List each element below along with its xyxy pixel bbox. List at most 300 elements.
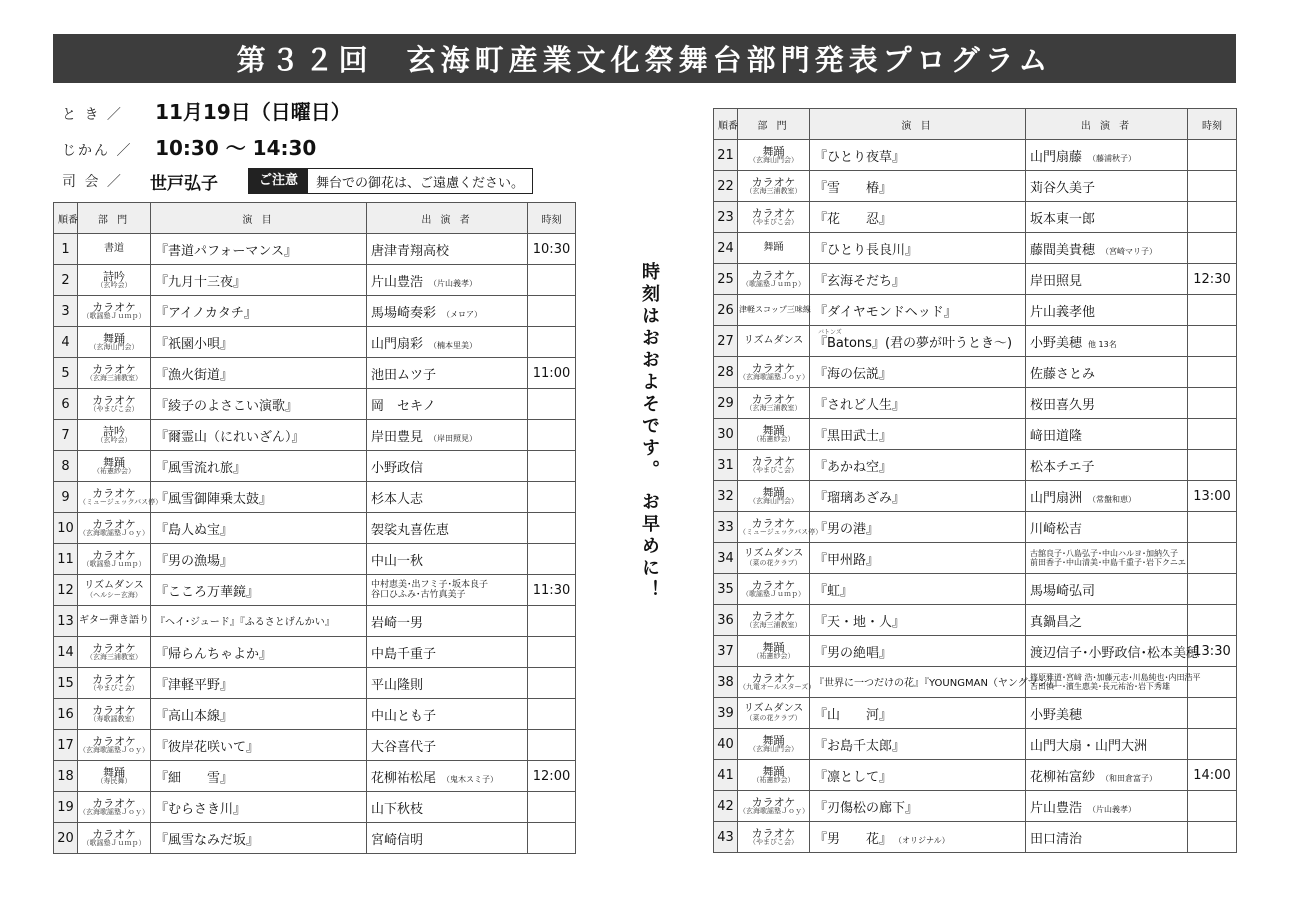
category-name: カラオケ — [92, 827, 136, 841]
category-cell — [738, 667, 816, 698]
category-group: （玄海歌謡塾Ｊｏｙ） — [79, 808, 149, 817]
performer-cell — [1026, 171, 1188, 202]
table-row — [54, 606, 576, 637]
col-cat-header: 部 門 — [738, 109, 810, 140]
table-row — [714, 481, 1237, 512]
category-group: （寿民舞） — [96, 777, 132, 786]
category-cell — [78, 823, 151, 854]
category-group: （祐憲紗会） — [752, 652, 795, 661]
row-number: 18 — [54, 761, 78, 792]
time-cell — [1188, 326, 1237, 357]
performer-note: （片山義孝） — [429, 278, 478, 288]
performer-cell — [1026, 233, 1188, 264]
title-text: 『風雪御陣乗太鼓』 — [155, 491, 273, 507]
title-cell — [151, 389, 367, 420]
performer-cell — [367, 420, 528, 451]
category-group: （やまびこ会） — [89, 684, 139, 693]
title-text: 『アイノカタチ』 — [155, 305, 257, 321]
table-row — [714, 295, 1237, 326]
category-cell — [78, 668, 151, 699]
category-cell — [738, 450, 810, 481]
title-cell — [810, 822, 1026, 853]
category-cell — [78, 358, 151, 389]
performer-cell — [1026, 729, 1188, 760]
table-header-row — [54, 203, 576, 234]
category-cell — [738, 202, 810, 233]
row-number: 26 — [714, 295, 738, 326]
category-group: （玄吟会） — [96, 281, 132, 290]
performer-name: 片山豊浩 — [1030, 800, 1083, 816]
performer-name: 小野美穂 — [1030, 335, 1083, 351]
performer-line-1: 古舘良子･八島弘子･中山ハルヨ･加納久子 — [1030, 548, 1178, 558]
performer-name: 山門大扇・山門大洲 — [1030, 738, 1148, 754]
row-number: 10 — [54, 513, 78, 544]
title-text: 『瑠璃あざみ』 — [814, 490, 906, 506]
row-number: 42 — [714, 791, 738, 822]
performer-cell — [367, 823, 528, 854]
time-cell — [1188, 605, 1237, 636]
title-text: 『Batons』(君の夢が叶うとき～) — [814, 335, 1013, 351]
row-number: 37 — [714, 636, 738, 667]
table-row — [54, 668, 576, 699]
title-text: 『天・地・人』 — [814, 614, 906, 630]
category-name: カラオケ — [751, 206, 796, 220]
program-table-right — [713, 108, 1237, 853]
performer-cell — [1026, 264, 1188, 295]
category-name: カラオケ — [92, 641, 136, 655]
category-group: （歌謡塾Ｊｕｍｐ） — [82, 560, 146, 569]
title-text: 『ひとり夜草』 — [814, 149, 906, 165]
performer-name: 大谷喜代子 — [371, 739, 437, 755]
row-number: 31 — [714, 450, 738, 481]
performer-note: （常盤和恵） — [1088, 494, 1137, 504]
performer-cell — [367, 234, 528, 265]
category-name: カラオケ — [92, 796, 136, 810]
category-group: （寿歌謡教室） — [89, 715, 139, 724]
row-number: 8 — [54, 451, 78, 482]
category-name: カラオケ — [92, 703, 136, 717]
mc-label: 司 会 ／ — [62, 174, 123, 190]
row-number: 3 — [54, 296, 78, 327]
title-text: 『山 河』 — [814, 707, 893, 723]
table-row — [54, 234, 576, 265]
time-cell — [1188, 512, 1237, 543]
performer-name: 小野政信 — [371, 460, 424, 476]
table-row — [714, 388, 1237, 419]
category-name: カラオケ — [751, 268, 796, 282]
title-text: 『むらさき川』 — [155, 801, 247, 817]
category-cell — [738, 140, 810, 171]
category-name: ギター弾き語り — [79, 614, 149, 626]
date-value: 11月19日（日曜日） — [155, 100, 351, 124]
category-cell — [738, 636, 810, 667]
performer-name: 片山豊浩 — [371, 274, 424, 290]
category-cell — [78, 544, 151, 575]
time-cell — [1188, 202, 1237, 233]
title-cell — [810, 760, 1026, 791]
performer-cell — [1026, 791, 1188, 822]
title-cell — [810, 698, 1026, 729]
category-name: 舞踊 — [762, 423, 785, 437]
category-group: （玄海山門会） — [749, 497, 798, 506]
category-cell — [738, 729, 810, 760]
performer-name: 山門扇藤 — [1030, 149, 1083, 165]
table-row — [714, 667, 1237, 698]
performer-cell — [1026, 450, 1188, 481]
category-name: カラオケ — [92, 300, 136, 314]
table-row — [54, 544, 576, 575]
performer-name: 片山義孝他 — [1030, 304, 1096, 320]
performer-line-1: 篠原雅道･宮﨑 浩･加藤元志･川島純也･内田浩平 — [1030, 672, 1201, 682]
category-cell — [738, 512, 823, 543]
row-number: 1 — [54, 234, 78, 265]
title-text: 『虹』 — [814, 583, 854, 599]
category-name: カラオケ — [92, 517, 136, 531]
table-row — [714, 729, 1237, 760]
performer-cell — [1026, 698, 1188, 729]
category-name: カラオケ — [751, 795, 796, 809]
performer-name: 宮崎信明 — [371, 832, 424, 848]
table-header-row — [714, 109, 1237, 140]
performer-cell — [367, 637, 528, 668]
category-cell — [78, 296, 151, 327]
category-cell — [78, 730, 151, 761]
category-cell — [738, 295, 810, 326]
category-group: （歌謡塾Ｊｕｍｐ） — [82, 312, 146, 321]
category-cell — [738, 822, 810, 853]
row-number: 13 — [54, 606, 78, 637]
title-ruby: バトンズ — [818, 328, 842, 336]
col-cat-header: 部 門 — [78, 203, 151, 234]
title-cell — [810, 419, 1026, 450]
category-cell — [78, 699, 151, 730]
title-text: 『島人ぬ宝』 — [155, 522, 234, 538]
category-group: （菜の花クラブ） — [745, 558, 802, 567]
program-title: 第３２回 玄海町産業文化祭舞台部門発表プログラム — [236, 43, 1053, 77]
category-cell — [78, 265, 151, 296]
performer-cell — [367, 699, 528, 730]
category-group: （歌謡塾Ｊｕｍｐ） — [742, 280, 805, 289]
row-number: 41 — [714, 760, 738, 791]
col-perf-header: 出 演 者 — [1026, 109, 1188, 140]
performer-cell — [1026, 295, 1188, 326]
row-number: 15 — [54, 668, 78, 699]
col-time-header: 時刻 — [1188, 109, 1237, 140]
performer-cell — [367, 451, 528, 482]
performer-name: 小野美穂 — [1030, 707, 1083, 723]
table-row — [714, 419, 1237, 450]
title-cell — [810, 357, 1026, 388]
performer-line-2: 吉田慎一･濱生惠美･長元祐治･岩下秀雄 — [1030, 682, 1170, 691]
mc-row — [62, 168, 533, 194]
time-cell — [528, 327, 576, 358]
time-cell — [528, 451, 576, 482]
mc-value: 世戸弘子 — [150, 173, 218, 194]
performer-cell — [1026, 760, 1188, 791]
performer-name: 苅谷久美子 — [1030, 180, 1096, 196]
category-group: （玄吟会） — [96, 436, 132, 445]
title-text: 『あかね空』 — [814, 459, 893, 475]
program-table-left — [53, 202, 576, 854]
category-name: リズムダンス — [743, 334, 804, 346]
table-row — [54, 327, 576, 358]
title-ruby-wrap — [814, 328, 1013, 351]
time-cell — [528, 606, 576, 637]
performer-name: 花柳祐松尾 — [371, 770, 437, 786]
category-name: カラオケ — [92, 672, 136, 686]
category-group: （やまびこ会） — [749, 838, 798, 847]
row-number: 7 — [54, 420, 78, 451]
title-text: 『祇園小唄』 — [155, 336, 234, 352]
category-name: リズムダンス — [84, 580, 144, 592]
time-cell — [528, 265, 576, 296]
performer-cell — [367, 544, 528, 575]
table-row — [714, 760, 1237, 791]
table-row — [714, 574, 1237, 605]
title-text: 『男の絶唱』 — [814, 645, 893, 661]
time-cell — [1188, 450, 1237, 481]
table-row — [714, 202, 1237, 233]
category-group: （歌謡塾Ｊｕｍｐ） — [742, 590, 805, 599]
time-cell — [1188, 729, 1237, 760]
category-name: 舞踊 — [762, 144, 785, 158]
performer-name: 岡 セキノ — [371, 398, 436, 414]
performer-cell — [1026, 636, 1200, 667]
table-row — [54, 761, 576, 792]
col-perf-header: 出 演 者 — [367, 203, 528, 234]
performer-name: 坂本東一郎 — [1030, 211, 1096, 227]
category-cell — [78, 451, 151, 482]
table-row — [714, 822, 1237, 853]
category-cell — [738, 791, 810, 822]
title-cell — [151, 730, 367, 761]
row-number: 39 — [714, 698, 738, 729]
title-note: （オリジナル） — [898, 835, 950, 845]
title-cell — [151, 544, 367, 575]
time-cell — [1188, 574, 1237, 605]
title-text: 『黒田武士』 — [814, 428, 893, 444]
category-name: 書道 — [104, 242, 124, 254]
category-name: 舞踊 — [103, 331, 125, 345]
category-cell — [78, 420, 151, 451]
performer-cell — [367, 668, 528, 699]
category-group: （玄海山門会） — [749, 745, 798, 754]
col-no-header: 順番 — [714, 109, 738, 140]
title-text: 『男の港』 — [814, 521, 880, 537]
performer-name: 岸田照見 — [1030, 273, 1083, 289]
category-group: （ミュージュックバス停） — [739, 528, 823, 537]
title-cell — [151, 451, 367, 482]
col-title-header: 演 目 — [151, 203, 367, 234]
performer-cell — [1026, 481, 1188, 512]
category-name: 舞踊 — [763, 241, 784, 253]
performer-cell — [1026, 326, 1188, 357]
performer-cell — [367, 606, 528, 637]
table-row — [714, 326, 1237, 357]
table-row — [54, 451, 576, 482]
performer-name: 田口清治 — [1030, 831, 1083, 847]
performer-name: 杉本人志 — [371, 491, 424, 507]
title-cell — [810, 667, 1063, 698]
performer-note: （片山義孝） — [1088, 804, 1137, 814]
title-text: 『高山本線』 — [155, 708, 234, 724]
performer-cell — [1026, 202, 1188, 233]
title-text: 『海の伝説』 — [814, 366, 893, 382]
performer-cell — [367, 327, 528, 358]
category-cell — [78, 389, 151, 420]
time-cell: 12:00 — [528, 761, 576, 792]
table-row — [714, 450, 1237, 481]
performer-cell — [367, 358, 528, 389]
title-cell — [151, 482, 367, 513]
category-name: 舞踊 — [762, 485, 785, 499]
category-name: カラオケ — [751, 578, 796, 592]
title-cell — [151, 792, 367, 823]
row-number: 29 — [714, 388, 738, 419]
category-group: （玄海三浦教室） — [86, 653, 142, 662]
notice-box — [248, 168, 533, 194]
title-cell — [810, 729, 1026, 760]
time-cell — [1188, 140, 1237, 171]
title-text: 『書道パフォーマンス』 — [155, 243, 297, 259]
table-row — [54, 265, 576, 296]
category-group: （やまびこ会） — [89, 405, 139, 414]
notice-text: 舞台での御花は、ご遠慮ください。 — [316, 175, 525, 191]
category-cell — [78, 761, 151, 792]
title-text: 『九月十三夜』 — [155, 274, 247, 290]
performer-cell — [1026, 822, 1188, 853]
title-cell — [151, 234, 367, 265]
title-cell — [151, 296, 367, 327]
category-group: （玄海歌謡塾Ｊｏｙ） — [79, 746, 149, 755]
row-number: 30 — [714, 419, 738, 450]
time-cell — [1188, 822, 1237, 853]
performer-name: 松本チエ子 — [1030, 459, 1095, 475]
performer-cell — [367, 792, 528, 823]
category-name: カラオケ — [751, 454, 796, 468]
performer-name: 中島千重子 — [371, 646, 437, 662]
title-text: 『ひとり長良川』 — [814, 242, 919, 258]
category-group: （やまびこ会） — [749, 466, 798, 475]
row-number: 12 — [54, 575, 78, 606]
category-group: （歌謡塾Ｊｕｍｐ） — [82, 839, 146, 848]
category-name: 舞踊 — [762, 640, 785, 654]
category-cell — [738, 605, 810, 636]
performer-name: 藤間美貴穂 — [1030, 242, 1096, 258]
performer-name: 渡辺信子･小野政信･松本美穂 — [1030, 645, 1200, 661]
performer-line-2: 谷口ひふみ･古竹真美子 — [371, 590, 466, 600]
title-text: 『玄海そだち』 — [814, 273, 906, 289]
row-number: 38 — [714, 667, 738, 698]
performer-cell — [1026, 419, 1188, 450]
time-cell — [1188, 171, 1237, 202]
category-cell — [738, 171, 810, 202]
title-text: 『こころ万華鏡』 — [155, 584, 260, 600]
performer-line-1: 中村恵美･出フミ子･坂本良子 — [371, 579, 489, 590]
row-number: 22 — [714, 171, 738, 202]
date-row — [62, 96, 351, 125]
title-cell — [810, 295, 1026, 326]
title-text: 『凛として』 — [814, 769, 893, 785]
performer-name: 馬場崎弘司 — [1030, 583, 1096, 599]
title-cell — [151, 513, 367, 544]
time-cell — [1188, 357, 1237, 388]
performer-cell — [367, 575, 528, 606]
performer-cell — [1026, 574, 1188, 605]
category-cell — [78, 606, 151, 637]
category-name: カラオケ — [92, 734, 136, 748]
time-cell — [1188, 543, 1237, 574]
category-cell — [78, 327, 151, 358]
category-name: 舞踊 — [762, 764, 785, 778]
table-row — [54, 482, 576, 513]
row-number: 20 — [54, 823, 78, 854]
table-row — [714, 636, 1237, 667]
row-number: 9 — [54, 482, 78, 513]
category-name: リズムダンス — [743, 703, 804, 715]
performer-name: 花柳祐富紗 — [1030, 769, 1096, 785]
title-cell — [810, 512, 1026, 543]
performer-name: 山下秋枝 — [371, 801, 424, 817]
title-text: 『甲州路』 — [814, 552, 880, 568]
performer-name: 中山とも子 — [371, 708, 437, 724]
performer-cell — [1026, 512, 1188, 543]
performer-cell — [1026, 543, 1188, 574]
category-name: カラオケ — [751, 609, 796, 623]
time-cell — [1188, 791, 1237, 822]
time-cell — [528, 389, 576, 420]
title-text: 『風雪流れ旅』 — [155, 460, 247, 476]
performer-note: （楠本里美） — [429, 340, 478, 350]
category-name: カラオケ — [92, 393, 136, 407]
performer-name: 山門扇彩 — [371, 336, 424, 352]
category-group: （菜の花クラブ） — [745, 713, 802, 722]
row-number: 6 — [54, 389, 78, 420]
title-text: 『されど人生』 — [814, 397, 906, 413]
time-cell: 14:00 — [1188, 760, 1237, 791]
row-number: 17 — [54, 730, 78, 761]
title-text: 『男 花』 — [814, 831, 893, 847]
category-cell — [738, 760, 810, 791]
category-group: （玄海三浦教室） — [745, 187, 802, 196]
table-row — [54, 389, 576, 420]
performer-cell — [367, 730, 528, 761]
col-no-header: 順番 — [54, 203, 78, 234]
title-cell — [151, 327, 367, 358]
table-row — [714, 512, 1237, 543]
table-row — [714, 605, 1237, 636]
performer-note: （藤浦秋子） — [1088, 153, 1137, 163]
table-row — [54, 730, 576, 761]
title-cell — [151, 761, 367, 792]
category-name: カラオケ — [751, 516, 796, 530]
category-name: 詩吟 — [103, 424, 125, 438]
category-group: （祐憲紗会） — [93, 467, 135, 476]
category-name: カラオケ — [92, 486, 136, 500]
time-cell — [528, 544, 576, 575]
performer-name: 唐津青翔高校 — [371, 243, 450, 259]
title-text: 『細 雪』 — [155, 770, 234, 786]
table-row — [54, 792, 576, 823]
time-cell — [528, 482, 576, 513]
category-group: （玄海三浦教室） — [745, 404, 802, 413]
title-cell — [810, 140, 1026, 171]
time-cell — [1188, 419, 1237, 450]
title-cell — [810, 233, 1026, 264]
time-cell — [1188, 388, 1237, 419]
performer-cell — [367, 296, 528, 327]
table-row — [714, 357, 1237, 388]
